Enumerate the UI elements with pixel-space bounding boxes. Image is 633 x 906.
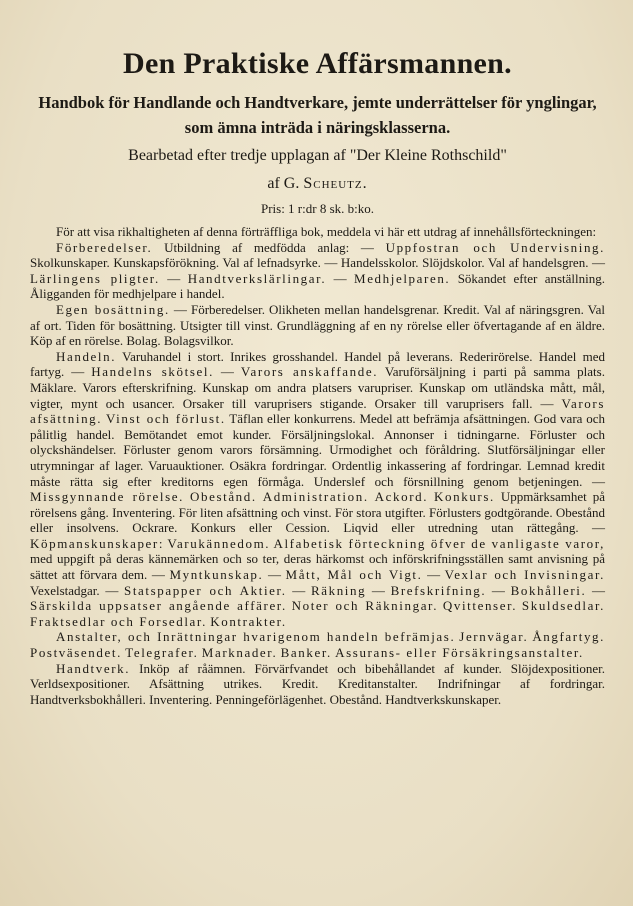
text-run: — bbox=[366, 582, 391, 598]
spaced-heading: Handeln. bbox=[56, 348, 117, 364]
text-run: Varuförsäljning i parti på samma plats. Mäklare. Varors efterskrifning. Kunskap om andra platsers varupriser. Kunskap om utländska mått, mål, vigter, mynt och usancer. Orsaker till varuprisers stigande. Orsaker till varuprisers fall. — bbox=[30, 364, 605, 411]
spaced-heading: Assurans- eller Försäkringsanstalter. bbox=[335, 645, 584, 661]
spaced-heading: Handtverkslärlingar. bbox=[187, 270, 327, 286]
spaced-heading: Myntkunskap. bbox=[169, 567, 264, 583]
spaced-heading: Särskilda uppsatser angående affärer. bbox=[30, 598, 287, 614]
text-run: Skolkunskaper. Kunskapsförökning. Val af lefnadsyrke. — Handelsskolor. Slöjdskolor. Val af handelsgren. — bbox=[30, 255, 605, 271]
spaced-heading: Räkning bbox=[310, 582, 367, 598]
spaced-heading: Marknader. bbox=[201, 645, 278, 661]
spaced-heading: Varors afsättning. bbox=[30, 395, 605, 427]
text-run: Inköp af råämnen. Förvärfvandet och bibehållandet af kunder. Slöjdexpositioner. Verldsexpositioner. Afsättning utrikes. Kredit. Kreditanstalter. Indrifningar af fordringar. Handtverksbokhålleri. Inventering. Penningeförlägenhet. Obestånd. Handtverkskunskaper. bbox=[30, 660, 605, 707]
text-run: Uppmärksamhet på rörelsens gång. Inventering. För liten afsättning och vinst. För stora utgifter. Förlusters godtgörande. Obestånd eller insolvens. Ockrare. Konkurs eller Cession. Liqvid eller utredning utan rättegång. — bbox=[30, 489, 605, 536]
spaced-heading: Missgynnande rörelse. bbox=[30, 489, 185, 505]
text-run: — bbox=[159, 270, 188, 286]
price-line: Pris: 1 r:dr 8 sk. b:ko. bbox=[260, 201, 375, 216]
spaced-heading: Vinst och förlust. bbox=[105, 411, 226, 427]
spaced-heading: Egen bosättning. bbox=[56, 301, 170, 317]
spaced-heading: Konkurs. bbox=[434, 489, 495, 505]
spaced-heading: Varukännedom. bbox=[167, 535, 271, 551]
spaced-heading: Banker. bbox=[280, 645, 332, 661]
spaced-heading: Fraktsedlar och Forsedlar. bbox=[30, 613, 207, 629]
spaced-heading: Jernvägar. bbox=[459, 629, 529, 645]
spaced-heading: Kontrakter. bbox=[210, 613, 287, 629]
spaced-heading: Handelns skötsel. bbox=[91, 364, 214, 380]
spaced-heading: Bokhålleri. bbox=[510, 582, 587, 598]
spaced-heading: Varors anskaffande. bbox=[240, 364, 379, 380]
spaced-heading: Köpmanskunskaper: bbox=[30, 535, 165, 551]
spaced-heading: Handtverk. bbox=[56, 660, 131, 676]
edition-line: Bearbetad efter tredje upplagan af "Der Kleine Rothschild" bbox=[128, 147, 507, 164]
contents-paragraph bbox=[30, 661, 605, 708]
author-line bbox=[30, 172, 605, 196]
contents-text bbox=[30, 224, 605, 707]
text-run: Varuhandel i stort. Inrikes grosshandel. Handel på leverans. Rederirörelse. Handel med fartyg. — bbox=[30, 348, 605, 380]
text-run: Utbildning af medfödda anlag: — bbox=[152, 239, 386, 255]
text-run: Vexelstadgar. — bbox=[30, 582, 125, 598]
spaced-heading: Uppfostran och Undervisning. bbox=[385, 239, 606, 255]
text-run: — bbox=[263, 567, 286, 583]
spaced-heading: Telegrafer. bbox=[125, 645, 199, 661]
spaced-heading: Skuldsedlar. bbox=[521, 598, 606, 614]
text-run: med uppgift på deras kännemärken och so ter, deras härkomst och införskrifningsställen samt anvisning på sättet att förvara dem. — bbox=[30, 551, 605, 583]
text-run: — bbox=[213, 364, 241, 380]
spaced-heading: Noter och Räkningar. bbox=[291, 598, 439, 614]
spaced-heading: Mått, Mål och Vigt. bbox=[285, 567, 423, 583]
spaced-heading: Qvittenser. bbox=[442, 598, 518, 614]
spaced-heading: Obestånd. bbox=[189, 489, 257, 505]
text-run: — bbox=[286, 582, 311, 598]
spaced-heading: Medhjelparen. bbox=[354, 270, 451, 286]
spaced-heading: Alfabetisk förteckning öfver de vanligaste varor, bbox=[273, 535, 606, 551]
text-run: Sökandet efter anställning. Åligganden för medhjelpare i handel. bbox=[30, 270, 605, 302]
document-title: Den Praktiske Affärsmannen. bbox=[123, 47, 512, 80]
spaced-heading: Anstalter, och Inrättningar hvarigenom handeln befrämjas. bbox=[56, 629, 456, 645]
spaced-heading: Lärlingens pligter. bbox=[30, 270, 160, 286]
text-run: — bbox=[422, 567, 445, 583]
text-run: — Förberedelser. Olikheten mellan handelsgrenar. Kredit. Val af näringsgren. Val af ort. Tiden för bosättning. Utsigter till vinst. Grundläggning af en ny rörelse eller öfvertagande af en äldre. Köp af en rörelse. Bolag. Bolagsvilkor. bbox=[30, 301, 606, 349]
spaced-heading: Statspapper och Aktier. bbox=[124, 582, 287, 598]
author-prefix: af G. bbox=[267, 175, 300, 192]
spaced-heading: Ackord. bbox=[374, 489, 429, 505]
spaced-heading: Postväsendet. bbox=[30, 645, 122, 661]
text-run: Täflan eller konkurrens. Medel att befrämja afsättningen. God vara och pålitlig handel. Bemötandet emot kunder. Försäljningslokal. Annonser i tidningarne. Förluster och olyckshändelser. Förluster genom varors försämning. Urmodighet och föråldring. Slutförsäljningar eller utrymningar af lager. Varuauktioner. Osäkra fordringar. Ordentlig inkassering af fordringar. Lemnad kredit måste rätta sig efter kreditorns egen förmåga. Underslef och försnillning genom betjeningen. — bbox=[30, 411, 605, 489]
text-run: — bbox=[486, 582, 511, 598]
spaced-heading: Förberedelser. bbox=[56, 239, 153, 255]
author-name: Scheutz. bbox=[303, 175, 368, 192]
contents-paragraph bbox=[30, 349, 605, 630]
contents-sections bbox=[30, 240, 605, 708]
contents-paragraph bbox=[30, 240, 605, 302]
intro-paragraph: För att visa rikhaltigheten af denna förträffliga bok, meddela vi här ett utdrag af innehållsförteckningen: bbox=[56, 224, 597, 239]
spaced-heading: Administration. bbox=[262, 489, 369, 505]
contents-paragraph bbox=[30, 302, 605, 349]
contents-paragraph bbox=[30, 629, 605, 660]
document-subtitle: Handbok för Handlande och Handtverkare, jemte underrättelser för ynglingar, som ämna inträda i näringsklasserna. bbox=[38, 93, 597, 137]
spaced-heading: Vexlar och Invisningar. bbox=[444, 567, 606, 583]
spaced-heading: Brefskrifning. bbox=[390, 582, 487, 598]
spaced-heading: Ångfartyg. bbox=[532, 629, 605, 645]
text-run: — bbox=[326, 270, 355, 286]
text-run: — bbox=[586, 582, 606, 598]
